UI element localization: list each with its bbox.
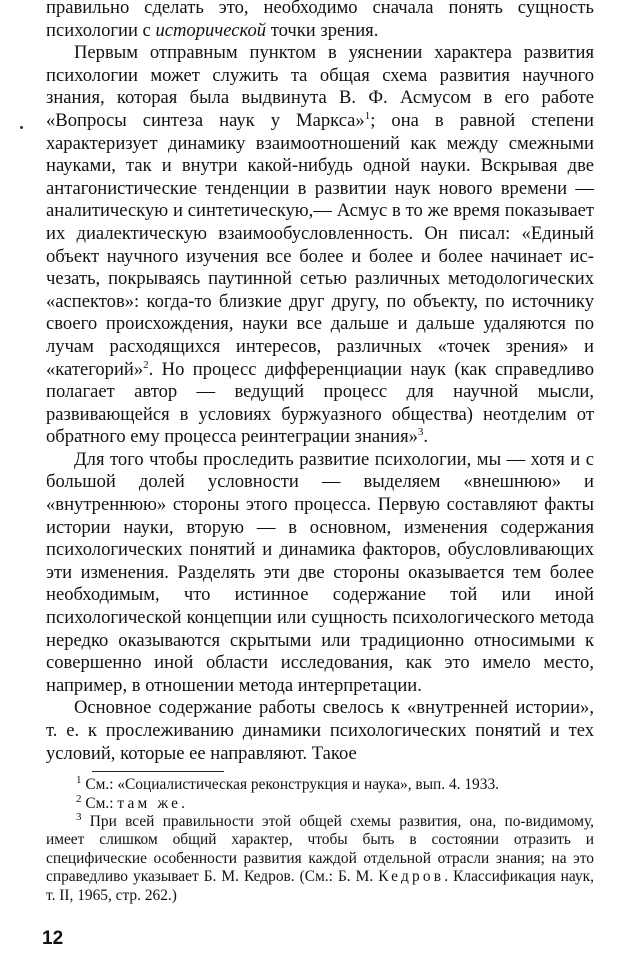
paragraph-2-text-c: . Но процесс дифференциации наук (как справедливо полагает автор — ведущий процесс для научной мысли, развивающейся в условиях буржуазного общества) неотделим от обратного ему процесса реинтеграции знания» <box>46 358 594 448</box>
paragraph-4: Основное содержание работы свелось к «внутренней истории», т. е. к прослеживанию динамики психологических понятий и тех условий, которые ее направляют. Такое <box>46 697 594 764</box>
footnote-3 <box>46 810 594 905</box>
paragraph-2-text-a: Первым отправным пунктом в уяснении характера развития психологии может служить та общая схема развития научного знания, которая была выдвинута В. Ф. Асмусом в его работе «Вопросы синтеза наук у Маркса» <box>46 42 594 131</box>
paragraph-2-text-d: . <box>423 426 429 448</box>
footnote-1 <box>46 776 594 794</box>
margin-speck <box>20 126 23 129</box>
footnotes <box>46 776 594 905</box>
footnote-separator <box>92 771 224 772</box>
footnote-ref-3: 3 <box>417 426 424 439</box>
paragraph-1-text-a: правильно сделать это, необходимо сначала понять сущность психологии с <box>46 0 594 41</box>
footnote-3-mark: 3 <box>76 810 82 823</box>
footnote-ref-2: 2 <box>143 358 149 371</box>
footnote-ref-1: 1 <box>364 109 371 122</box>
paragraph-1-text-b: точки зрения. <box>266 19 379 41</box>
book-page <box>46 0 594 905</box>
footnote-2-spaced: там же <box>117 794 182 812</box>
main-text <box>46 0 594 765</box>
paragraph-3: Для того чтобы проследить развитие психологии, мы — хотя и с большой долей условности — выделяем «внешнюю» и «внутреннюю» стороны этого процесса. Первую составляют факты истории науки, вторую — в основном, изменения содержания психологических понятий и динамика факторов, обусловливающих эти изменения. Разделять эти две стороны оказывается тем более необходимым, что истинное содержание той или иной психологической концепции или сущность психологического метода нередко оказываются скрытыми или традиционно относимыми к совершенно иной области исследования, как это имело место, например, в отношении метода интерпретации. <box>46 448 594 696</box>
footnote-3-text-b: . Классификация наук, т. II, 1965, стр. 262.) <box>46 868 594 904</box>
footnote-3-text-a: При всей правильности этой общей схемы развития, она, по-видимому, имеет слишком общий характер, чтобы быть в состоянии отразить и специфические особенности развития каждой отдельной отрасли знания; на это справедливо указывает Б. М. Кедров. (См.: Б. М. <box>46 813 594 886</box>
footnote-2-text-b: . <box>181 794 185 812</box>
footnote-2-text-a: См.: <box>85 794 118 812</box>
footnote-3-spaced-author: Кедров <box>378 868 445 886</box>
footnote-1-mark: 1 <box>76 774 82 787</box>
footnote-1-text: См.: «Социалистическая реконструкция и наука», вып. 4. 1933. <box>85 776 499 794</box>
footnote-2-mark: 2 <box>76 792 82 805</box>
paragraph-1 <box>46 0 594 42</box>
paragraph-1-emphasis: исторической <box>155 19 267 41</box>
footnote-2 <box>46 792 594 813</box>
page-number: 12 <box>42 928 64 949</box>
paragraph-2-text-b: ; она в равной степени характеризует динамику взаимоотношений как между смежными науками, так и внутри какой-нибудь одной науки. Вскрывая две антагонистические тенденции в развитии наук нового времени — аналитическую и синтетическую,— Асмус в то же время показывает их диалектическую взаимообусловленность. Он писал: «Единый объект научного изучения все более и более и более начинает исчезать, покрываясь паутинной сетью различных методологических «аспектов»: когда-то близкие друг другу, по объекту, по источнику своего происхождения, науки все дальше и дальше удаляются по лучам расходящихся интересов, различных «точек зрения» и «категорий» <box>46 109 594 380</box>
paragraph-2 <box>46 42 594 449</box>
